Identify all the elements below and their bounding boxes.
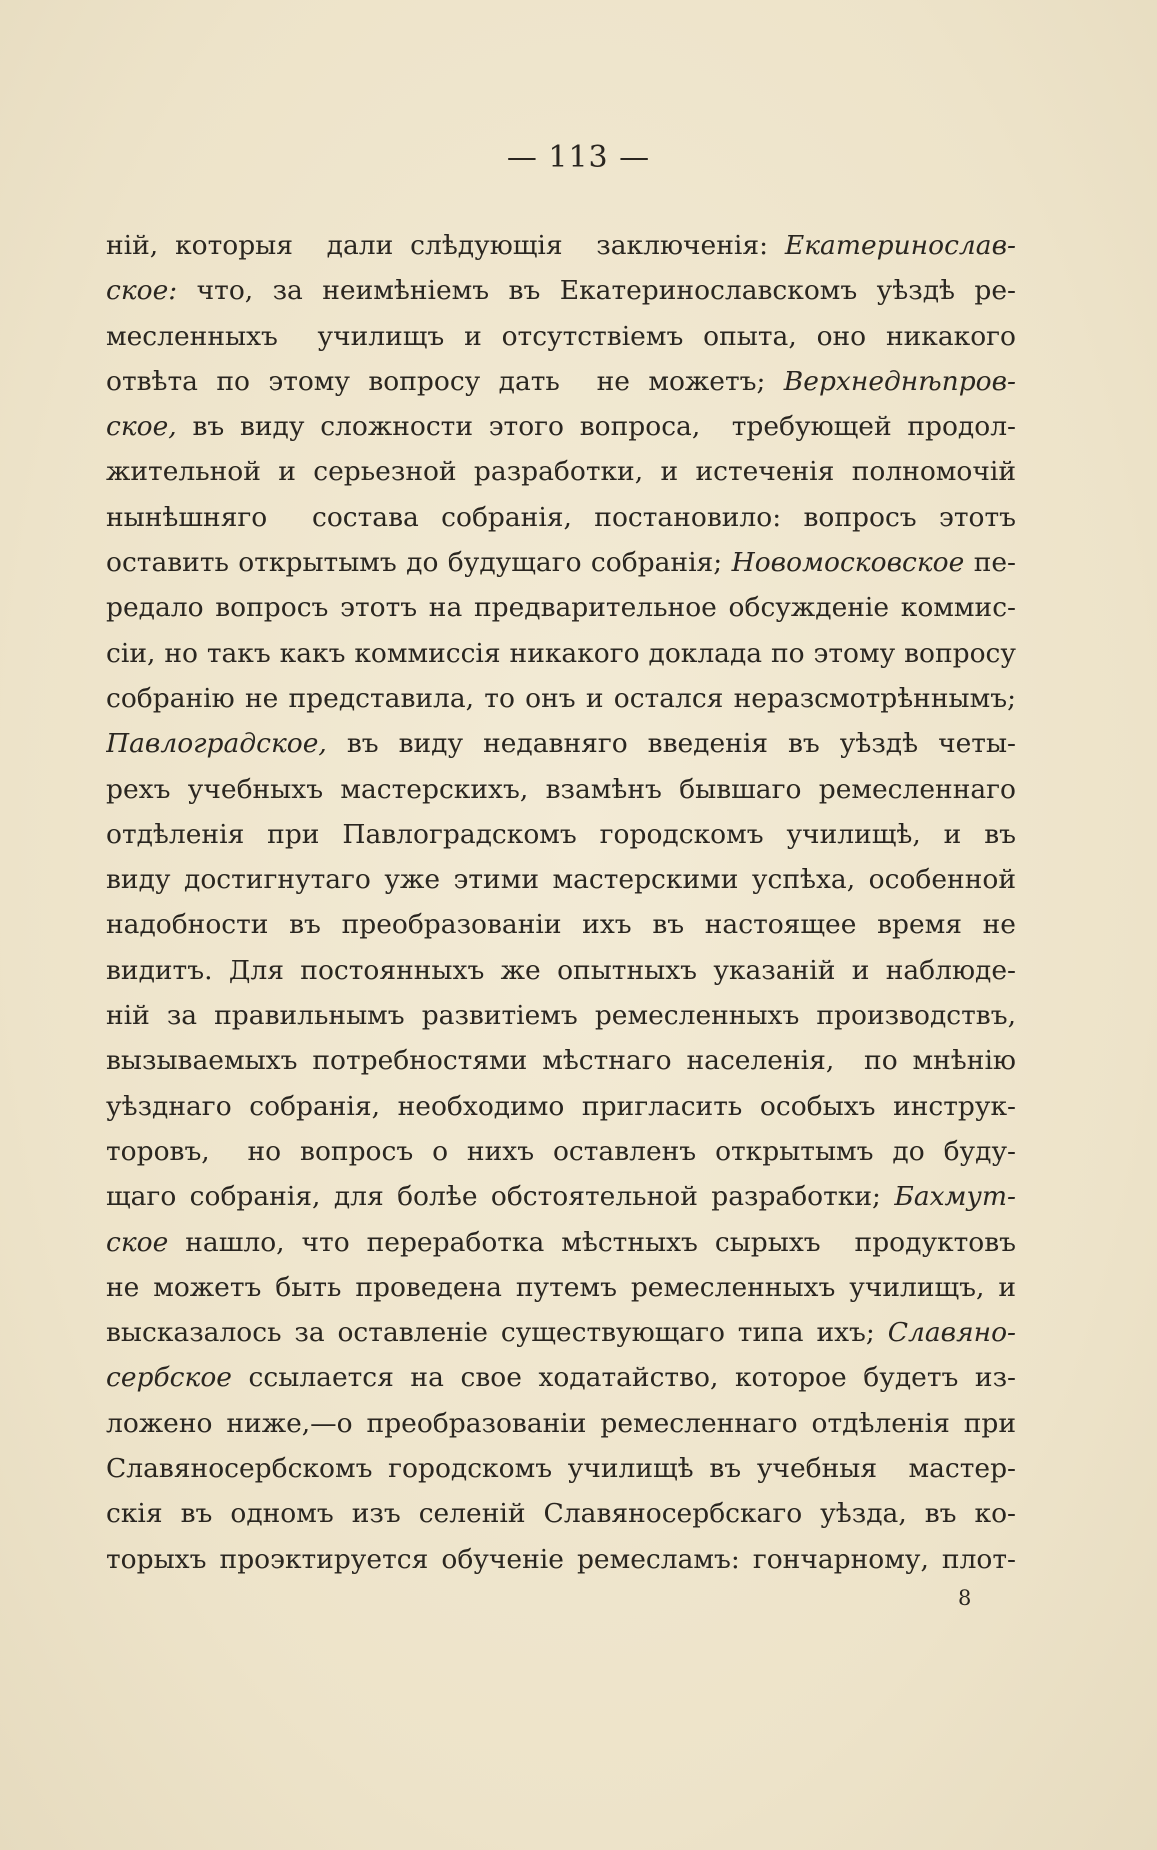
text-segment: месленныхъ училищъ и отсутствіемъ опыта, оно никакого — [106, 320, 1016, 352]
text-line — [106, 1038, 1016, 1083]
text-segment: ложено ниже,—о преобразованіи ремесленнаго отдѣленія при — [106, 1407, 1016, 1439]
text-segment: жительной и серьезной разработки, и истеченія полномочій — [106, 456, 1016, 488]
text-line — [106, 857, 1016, 902]
text-line — [106, 1084, 1016, 1129]
text-line — [106, 676, 1016, 721]
text-line — [106, 359, 1016, 404]
text-segment: ссылается на свое ходатайство, которое будетъ из- — [231, 1362, 1016, 1394]
italic-text: Новомосковское — [731, 547, 965, 579]
text-line — [106, 1537, 1016, 1582]
italic-text: ское — [106, 1226, 169, 1258]
text-segment: рехъ учебныхъ мастерскихъ, взамѣнъ бывшаго ремесленнаго — [106, 773, 1016, 805]
text-segment: нашло, что переработка мѣстныхъ сырыхъ продуктовъ — [168, 1226, 1016, 1258]
text-line — [106, 1401, 1016, 1446]
text-segment: редало вопросъ этотъ на предварительное обсужденіе коммис- — [106, 592, 1016, 624]
text-segment: высказалось за оставленіе существующаго типа ихъ; — [106, 1317, 888, 1349]
text-segment: торыхъ проэктируется обученіе ремесламъ: гончарному, плот- — [106, 1543, 1016, 1575]
body-text — [106, 223, 1016, 1582]
text-segment: не можетъ быть проведена путемъ ремесленныхъ училищъ, и — [106, 1271, 1016, 1303]
text-segment: надобности въ преобразованіи ихъ въ настоящее время не — [106, 909, 1016, 941]
text-segment: ній, которыя дали слѣдующія заключенія: — [106, 230, 785, 261]
text-segment: что, за неимѣніемъ въ Екатеринославскомъ уѣздѣ ре- — [177, 275, 1016, 307]
text-segment: сіи, но такъ какъ коммиссія никакого доклада по этому вопросу — [106, 637, 1016, 669]
text-line — [106, 1265, 1016, 1310]
text-line — [106, 540, 1016, 585]
text-line — [106, 314, 1016, 359]
text-line — [106, 1446, 1016, 1491]
text-line — [106, 1310, 1016, 1355]
text-segment: вызываемыхъ потребностями мѣстнаго населенія, по мнѣнію — [106, 1045, 1016, 1077]
text-segment: скія въ одномъ изъ селеній Славяносербскаго уѣзда, въ ко- — [106, 1498, 1016, 1530]
text-line — [106, 1220, 1016, 1265]
italic-text: Верхнеднѣпров- — [783, 365, 1016, 397]
text-segment: щаго собранія, для болѣе обстоятельной разработки; — [106, 1181, 895, 1213]
text-line — [106, 585, 1016, 630]
italic-text: Славяно- — [887, 1317, 1016, 1349]
text-line — [106, 631, 1016, 676]
text-segment: въ виду сложности этого вопроса, требующей продол- — [176, 411, 1016, 443]
text-line — [106, 1355, 1016, 1400]
text-segment: пе- — [964, 547, 1016, 579]
text-segment: виду достигнутаго уже этими мастерскими успѣха, особенной — [106, 864, 1016, 896]
text-line — [106, 1491, 1016, 1536]
text-segment: собранію не представила, то онъ и остался неразсмотрѣннымъ; — [106, 682, 1016, 714]
text-line — [106, 1129, 1016, 1174]
text-line — [106, 404, 1016, 449]
italic-text: ское, — [106, 411, 177, 443]
text-segment: въ виду недавняго введенія въ уѣздѣ четы- — [326, 728, 1016, 760]
text-segment: оставить открытымъ до будущаго собранія; — [106, 547, 732, 579]
text-line — [106, 812, 1016, 857]
text-segment: Славяносербскомъ городскомъ училищѣ въ учебныя мастер- — [106, 1453, 1016, 1485]
text-segment: уѣзднаго собранія, необходимо пригласить особыхъ инструк- — [106, 1090, 1016, 1122]
text-segment: нынѣшняго состава собранія, постановило: вопросъ этотъ — [106, 501, 1016, 533]
italic-text: Екатеринослав- — [784, 230, 1016, 261]
text-line — [106, 1174, 1016, 1219]
italic-text: ское: — [106, 275, 178, 307]
text-line — [106, 449, 1016, 494]
text-line — [106, 268, 1016, 313]
text-line — [106, 223, 1016, 268]
text-line — [106, 948, 1016, 993]
italic-text: Бахмут- — [894, 1181, 1016, 1213]
text-segment: торовъ, но вопросъ о нихъ оставленъ открытымъ до буду- — [106, 1135, 1016, 1167]
text-line — [106, 993, 1016, 1038]
text-segment: ній за правильнымъ развитіемъ ремесленныхъ производствъ, — [106, 1000, 1016, 1032]
italic-text: Павлоградское, — [106, 728, 327, 760]
text-segment: видитъ. Для постоянныхъ же опытныхъ указаній и наблюде- — [106, 954, 1016, 986]
signature-mark: 8 — [958, 1586, 972, 1610]
italic-text: сербское — [106, 1362, 232, 1394]
text-line — [106, 767, 1016, 812]
text-line — [106, 902, 1016, 947]
text-segment: отдѣленія при Павлоградскомъ городскомъ училищѣ, и въ — [106, 818, 1016, 850]
text-line — [106, 721, 1016, 766]
text-line — [106, 495, 1016, 540]
page-number: — 113 — — [506, 140, 651, 175]
text-segment: отвѣта по этому вопросу дать не можетъ; — [106, 365, 784, 397]
